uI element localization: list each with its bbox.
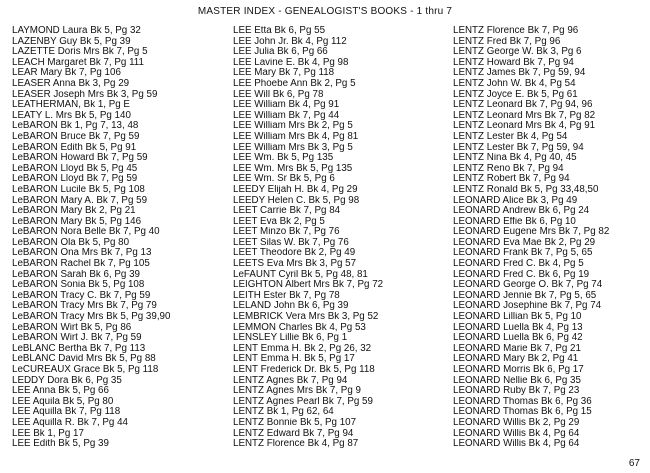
index-entry: LELAND John Bk 6, Pg 39 [233,301,349,312]
index-entry: LeBARON Ona Mrs Bk 7, Pg 13 [12,248,152,259]
index-entry: LENTZ Lester Bk 4, Pg 54 [453,131,568,142]
index-entry: LEET Minzo Bk 7, Pg 76 [233,227,340,238]
index-entry: LENTZ John W. Bk 4, Pg 54 [453,78,576,89]
index-entry: LEASER Joseph Mrs Bk 3, Pg 59 [12,89,158,100]
index-entry: LEE Etta Bk 6, Pg 55 [233,26,326,36]
index-column-2 [233,26,438,450]
index-entry: LeBARON Wirt J. Bk 7, Pg 59 [12,333,142,344]
index-entry: LeBARON Ola Bk 5, Pg 80 [12,237,130,248]
index-entry: LeBARON Tracy Mrs Bk 7, Pg 79 [12,301,157,312]
index-entry: LEATY L. Mrs Bk 5, Pg 140 [12,110,131,121]
index-entry: LEONARD Luella Bk 6, Pg 42 [453,333,583,344]
index-entry: LEE Edith Bk 5, Pg 39 [12,439,109,450]
index-entry: LEONARD Andrew Bk 6, Pg 24 [453,206,590,217]
index-entry: LEONARD Josephine Bk 7, Pg 74 [453,301,602,312]
index-entry: LEE Anna Bk 5, Pg 66 [12,386,109,397]
index-entry: LEMMON Charles Bk 4, Pg 53 [233,322,366,333]
index-entry: LeBARON Mary Bk 2, Pg 21 [12,206,136,217]
index-entry: LeBARON Howard Bk 7, Pg 59 [12,153,148,164]
index-entry: LENTZ Florence Bk 4, Pg 87 [233,439,359,450]
index-entry: LENTZ Reno Bk 7, Pg 94 [453,163,564,174]
index-entry: LENTZ James Bk 7, Pg 59, 94 [453,68,586,79]
index-entry: LEETS Eva Mrs Bk 3, Pg 57 [233,259,357,270]
index-entry: LEONARD Nellie Bk 6, Pg 35 [453,375,581,386]
index-entry: LENT Emma H. Bk 5, Pg 17 [233,354,355,365]
index-entry: LEE Phoebe Ann Bk 2, Pg 5 [233,78,356,89]
index-entry: LeCUREAUX Grace Bk 5, Pg 118 [12,365,159,375]
index-entry: LEET Theodore Bk 2, Pg 49 [233,248,356,259]
index-entry: LENTZ George W. Bk 3, Pg 6 [453,47,582,58]
index-entry: LeBARON Rachel Bk 7, Pg 105 [12,259,150,270]
index-entry: LEE Aquilla Bk 7, Pg 118 [12,407,121,418]
index-entry: LAYMOND Laura Bk 5, Pg 32 [12,26,141,36]
index-entry: LEACH Margaret Bk 7, Pg 111 [12,57,144,68]
index-entry: LEMBRICK Vera Mrs Bk 3, Pg 52 [233,312,379,323]
index-entry: LeBARON Nora Belle Bk 7, Pg 40 [12,227,160,238]
index-entry: LeFAUNT Cyril Bk 5, Pg 48, 81 [233,269,368,280]
index-entry: LENTZ Leonard Bk 7, Pg 94, 96 [453,100,593,111]
index-entry: LeBARON Wirt Bk 5, Pg 86 [12,322,132,333]
index-entry: LENTZ Robert Bk 7, Pg 94 [453,174,570,185]
index-entry: LEONARD Willis Bk 4, Pg 64 [453,439,580,450]
index-entry: LEONARD Morris Bk 6, Pg 17 [453,365,584,375]
index-entry: LEONARD Willis Bk 4, Pg 64 [453,428,580,439]
index-entry: LEE Aquila Bk 5, Pg 80 [12,396,114,407]
index-entry: LEONARD Marie Bk 7, Pg 21 [453,343,581,354]
index-entry: LEEDY Helen C. Bk 5, Pg 98 [233,195,360,206]
index-entry: LEET Silas W. Bk 7, Pg 76 [233,237,349,248]
index-entry: LeBARON Mary Bk 5, Pg 146 [12,216,142,227]
index-entry: LeBARON Lloyd Bk 7, Pg 59 [12,174,138,185]
index-entry: LENTZ Bk 1, Pg 62, 64 [233,407,334,418]
index-entry: LEE John Jr. Bk 4, Pg 112 [233,36,347,47]
index-entry: LENTZ Leonard Mrs Bk 7, Pg 82 [453,110,596,121]
index-entry: LEE Julia Bk 6, Pg 66 [233,47,328,58]
index-entry: LENTZ Nina Bk 4, Pg 40, 45 [453,153,577,164]
index-entry: LEONARD Effie Bk 6, Pg 10 [453,216,576,227]
index-entry: LENTZ Joyce E. Bk 5, Pg 61 [453,89,578,100]
index-entry: LEE William Mrs Bk 4, Pg 81 [233,131,359,142]
index-entry: LEE Wm. Mrs Bk 5, Pg 135 [233,163,353,174]
index-entry: LEONARD Thomas Bk 6, Pg 36 [453,396,592,407]
index-entry: LEE Mary Bk 7, Pg 118 [233,68,335,79]
index-entry: LENTZ Lester Bk 7, Pg 59, 94 [453,142,584,153]
index-column-3 [453,26,648,450]
index-entry: LEONARD Jennie Bk 7, Pg 5, 65 [453,290,597,301]
index-entry: LEE William Bk 7, Pg 44 [233,110,340,121]
index-entry: LEEDY Elijah H. Bk 4, Pg 29 [233,184,358,195]
index-entry: LEONARD Willis Bk 2, Pg 29 [453,417,580,428]
index-entry: LEONARD Thomas Bk 6, Pg 15 [453,407,592,418]
index-entry: LeBARON Edith Bk 5, Pg 91 [12,142,137,153]
index-entry: LEDDY Dora Bk 6, Pg 35 [12,375,122,386]
index-entry: LeBARON Sonia Bk 5, Pg 108 [12,280,145,291]
index-entry: LAZENBY Guy Bk 5, Pg 39 [12,36,131,47]
index-entry: LeBARON Bruce Bk 7, Pg 59 [12,131,140,142]
index-entry: LEONARD Alice Bk 3, Pg 49 [453,195,578,206]
index-entry: LENTZ Edward Bk 7, Pg 94 [233,428,354,439]
index-entry: LEE Will Bk 6, Pg 78 [233,89,324,100]
index-entry: LENT Emma H. Bk 2, Pg 26, 32 [233,343,372,354]
page-number: 67 [628,458,640,469]
index-entry: LEIGHTON Albert Mrs Bk 7, Pg 72 [233,280,384,291]
index-column-1 [12,26,217,450]
index-entry: LEE Aquilla R. Bk 7, Pg 44 [12,417,128,428]
index-entry: LeBARON Mary A. Bk 7, Pg 59 [12,195,148,206]
index-entry: LEONARD Fred C. Bk 6, Pg 19 [453,269,590,280]
index-entry: LEET Carrie Bk 7, Pg 84 [233,206,341,217]
index-entry: LEONARD Eugene Mrs Bk 7, Pg 82 [453,227,610,238]
index-entry: LEONARD Lillian Bk 5, Pg 10 [453,312,582,323]
index-entry: LEE Wm. Sr Bk 5, Pg 6 [233,174,335,185]
index-entry: LeBARON Lloyd Bk 5, Pg 45 [12,163,138,174]
index-entry: LeBLANC David Mrs Bk 5, Pg 88 [12,354,156,365]
page-title: MASTER INDEX - GENEALOGIST'S BOOKS - 1 thru 7 [197,6,453,17]
index-entry: LEE Bk 1, Pg 17 [12,428,84,439]
index-entry: LEE William Mrs Bk 2, Pg 5 [233,121,353,132]
index-entry: LeBARON Bk 1, Pg 7, 13, 48 [12,121,139,132]
index-entry: LENTZ Agnes Bk 7, Pg 94 [233,375,348,386]
index-entry: LENTZ Ronald Bk 5, Pg 33,48,50 [453,184,599,195]
index-entry: LAZETTE Doris Mrs Bk 7, Pg 5 [12,47,148,58]
index-entry: LEE William Mrs Bk 3, Pg 5 [233,142,353,153]
index-entry: LEONARD Fred C. Bk 4, Pg 5 [453,259,584,270]
index-entry: LeBARON Tracy Mrs Bk 5, Pg 39,90 [12,312,171,323]
index-entry: LENTZ Agnes Pearl Bk 7, Pg 59 [233,396,373,407]
index-entry: LEE William Bk 4, Pg 91 [233,100,340,111]
index-entry: LEAR Mary Bk 7, Pg 106 [12,68,121,79]
index-entry: LEONARD Ruby Bk 7, Pg 23 [453,386,580,397]
index-entry: LENSLEY Lillie Bk 6, Pg 1 [233,333,348,344]
index-entry: LENTZ Leonard Mrs Bk 4, Pg 91 [453,121,596,132]
index-entry: LEONARD Mary Bk 2, Pg 41 [453,354,579,365]
index-entry: LEITH Ester Bk 7, Pg 78 [233,290,340,301]
index-entry: LeBARON Tracy C. Bk 7, Pg 59 [12,290,151,301]
index-entry: LEE Wm. Bk 5, Pg 135 [233,153,334,164]
index-entry: LENT Frederick Dr. Bk 5, Pg 118 [233,365,375,375]
index-entry: LeBLANC Bertha Bk 7, Pg 113 [12,343,146,354]
index-entry: LEASER Anna Bk 3, Pg 29 [12,78,130,89]
index-entry: LEET Eva Bk 2, Pg 5 [233,216,325,227]
index-entry: LENTZ Agnes Mrs Bk 7, Pg 9 [233,386,361,397]
index-entry: LEONARD Frank Bk 7, Pg 5, 65 [453,248,593,259]
index-entry: LEONARD Luella Bk 4, Pg 13 [453,322,583,333]
index-entry: LeBARON Lucile Bk 5, Pg 108 [12,184,145,195]
index-entry: LEE Lavine E. Bk 4, Pg 98 [233,57,349,68]
index-entry: LEONARD Eva Mae Bk 2, Pg 29 [453,237,596,248]
index-entry: LeBARON Sarah Bk 6, Pg 39 [12,269,140,280]
index-entry: LEONARD George O. Bk 7, Pg 74 [453,280,603,291]
index-entry: LEATHERMAN, Bk 1, Pg E [12,100,130,111]
index-entry: LENTZ Florence Bk 7, Pg 96 [453,26,579,36]
index-entry: LENTZ Fred Bk 7, Pg 96 [453,36,561,47]
index-entry: LENTZ Howard Bk 7, Pg 94 [453,57,574,68]
index-entry: LENTZ Bonnie Bk 5, Pg 107 [233,417,357,428]
